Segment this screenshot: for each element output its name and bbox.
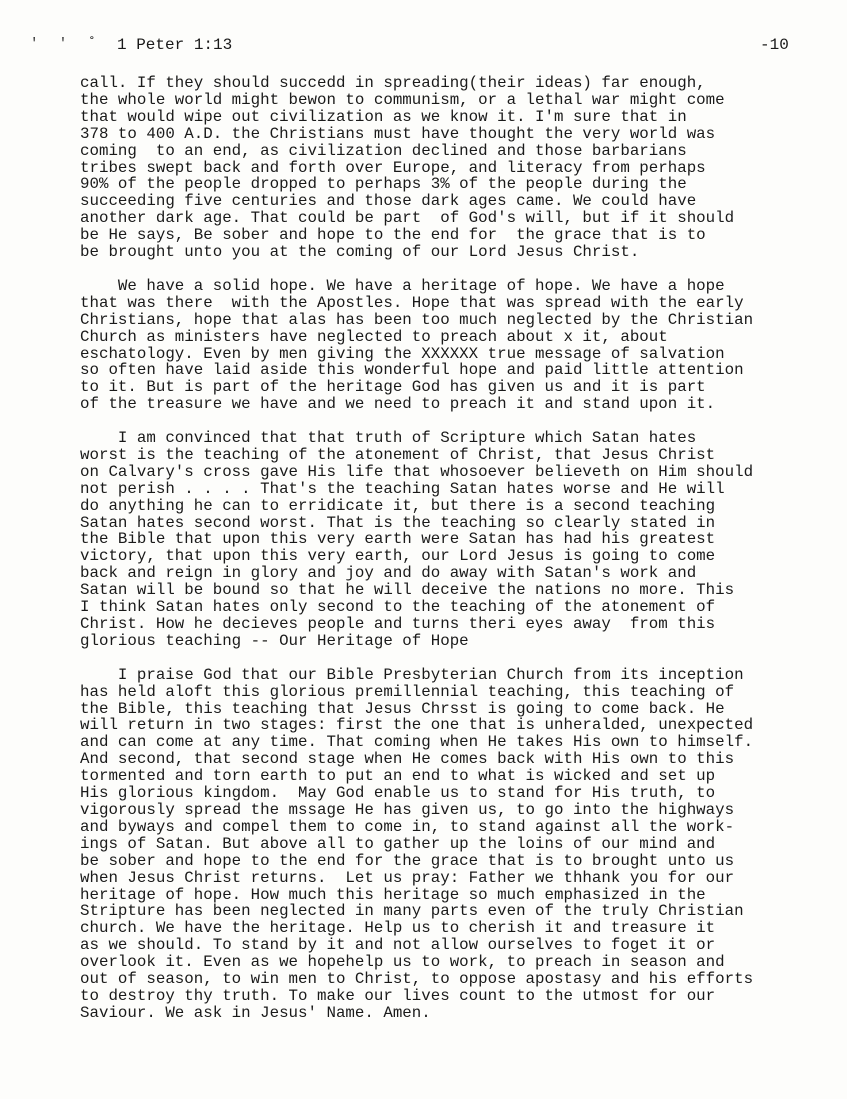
text-line: Satan will be bound so that he will deceive the nations no more. This <box>80 581 735 600</box>
text-line: be brought unto you at the coming of our Lord Jesus Christ. <box>80 243 640 262</box>
text-line: back and reign in glory and joy and do away with Satan's work and <box>80 564 697 583</box>
paragraph-spacer <box>80 261 847 278</box>
text-line: be He says, Be sober and hope to the end for the grace that is to <box>80 226 706 245</box>
text-line: I am convinced that that truth of Scripture which Satan hates <box>80 429 697 448</box>
scripture-reference: 1 Peter 1:13 <box>117 36 233 54</box>
text-line: church. We have the heritage. Help us to cherish it and treasure it <box>80 919 716 938</box>
text-line: I praise God that our Bible Presbyterian Church from its inception <box>80 665 744 684</box>
text-line: will return in two stages: first the one that is unheralded, unexpected <box>80 716 754 735</box>
text-line: on Calvary's cross gave His life that whosoever believeth on Him should <box>80 462 754 481</box>
text-line: tribes swept back and forth over Europe, and literacy from perhaps <box>80 158 706 177</box>
paragraph <box>80 75 847 261</box>
paragraph <box>80 430 847 650</box>
page-number: -10 <box>760 36 789 54</box>
text-line: worst is the teaching of the atonement of Christ, that Jesus Christ <box>80 445 716 464</box>
text-line: the whole world might bewon to communism, or a lethal war might come <box>80 90 725 109</box>
text-line: and byways and compel them to come in, to stand against all the work- <box>80 817 735 836</box>
text-line: the Bible that upon this very earth were Satan has had his greatest <box>80 530 716 549</box>
paragraph-spacer <box>80 413 847 430</box>
text-line: coming to an end, as civilization declined and those barbarians <box>80 141 687 160</box>
text-line: Saviour. We ask in Jesus' Name. Amen. <box>80 1003 431 1022</box>
text-line: to destroy thy truth. To make our lives count to the utmost for our <box>80 986 716 1005</box>
paragraph <box>80 278 847 413</box>
text-line: to it. But is part of the heritage God has given us and it is part <box>80 378 706 397</box>
text-line: when Jesus Christ returns. Let us pray: Father we thhank you for our <box>80 868 735 887</box>
text-line: We have a solid hope. We have a heritage of hope. We have a hope <box>80 276 725 295</box>
text-line: And second, that second stage when He comes back with His own to this <box>80 750 735 769</box>
text-line: Satan hates second worst. That is the teaching so clearly stated in <box>80 513 716 532</box>
text-line: that was there with the Apostles. Hope that was spread with the early <box>80 293 744 312</box>
text-line: do anything he can to erridicate it, but there is a second teaching <box>80 496 716 515</box>
text-line: 90% of the people dropped to perhaps 3% of the people during the <box>80 175 687 194</box>
corner-marks: ' ' ˚ <box>30 36 103 52</box>
text-line: tormented and torn earth to put an end to what is wicked and set up <box>80 767 716 786</box>
text-line: ings of Satan. But above all to gather up the loins of our mind and <box>80 834 716 853</box>
text-line: so often have laid aside this wonderful hope and paid little attention <box>80 361 744 380</box>
text-line: I think Satan hates only second to the teaching of the atonement of <box>80 598 716 617</box>
text-line: eschatology. Even by men giving the XXXXXX true message of salvation <box>80 344 725 363</box>
text-line: another dark age. That could be part of God's will, but if it should <box>80 209 735 228</box>
text-line: as we should. To stand by it and not allow ourselves to foget it or <box>80 936 716 955</box>
text-line: be sober and hope to the end for the grace that is to brought unto us <box>80 851 735 870</box>
text-line: His glorious kingdom. May God enable us to stand for His truth, to <box>80 784 716 803</box>
text-line: Christians, hope that alas has been too much neglected by the Christian <box>80 310 754 329</box>
text-line: not perish . . . . That's the teaching Satan hates worse and He will <box>80 479 725 498</box>
text-line: Christ. How he decieves people and turns theri eyes away from this <box>80 615 716 633</box>
text-line: heritage of hope. How much this heritage so much emphasized in the <box>80 885 706 904</box>
text-line: succeeding five centuries and those dark ages came. We could have <box>80 192 697 211</box>
paragraph <box>80 667 847 1022</box>
text-line: overlook it. Even as we hopehelp us to work, to preach in season and <box>80 953 725 972</box>
text-line: glorious teaching -- Our Heritage of Hope <box>80 631 469 650</box>
text-line: has held aloft this glorious premillennial teaching, this teaching of <box>80 682 735 701</box>
text-line: of the treasure we have and we need to preach it and stand upon it. <box>80 395 716 414</box>
text-line: victory, that upon this very earth, our Lord Jesus is going to come <box>80 547 716 566</box>
text-line: and can come at any time. That coming when He takes His own to himself. <box>80 733 754 752</box>
text-line: out of season, to win men to Christ, to oppose apostasy and his efforts <box>80 970 754 989</box>
text-line: vigorously spread the mssage He has given us, to go into the highways <box>80 800 735 819</box>
text-line: 378 to 400 A.D. the Christians must have thought the very world was <box>80 124 716 143</box>
text-line: Stripture has been neglected in many parts even of the truly Christian <box>80 902 744 921</box>
paragraph-spacer <box>80 650 847 667</box>
text-line: the Bible, this teaching that Jesus Chrsst is going to come back. He <box>80 699 725 718</box>
text-line: call. If they should succedd in spreading(their ideas) far enough, <box>80 74 706 92</box>
body-text <box>80 75 847 1022</box>
text-line: Church as ministers have neglected to preach about x it, about <box>80 327 668 346</box>
text-line: that would wipe out civilization as we know it. I'm sure that in <box>80 107 687 126</box>
